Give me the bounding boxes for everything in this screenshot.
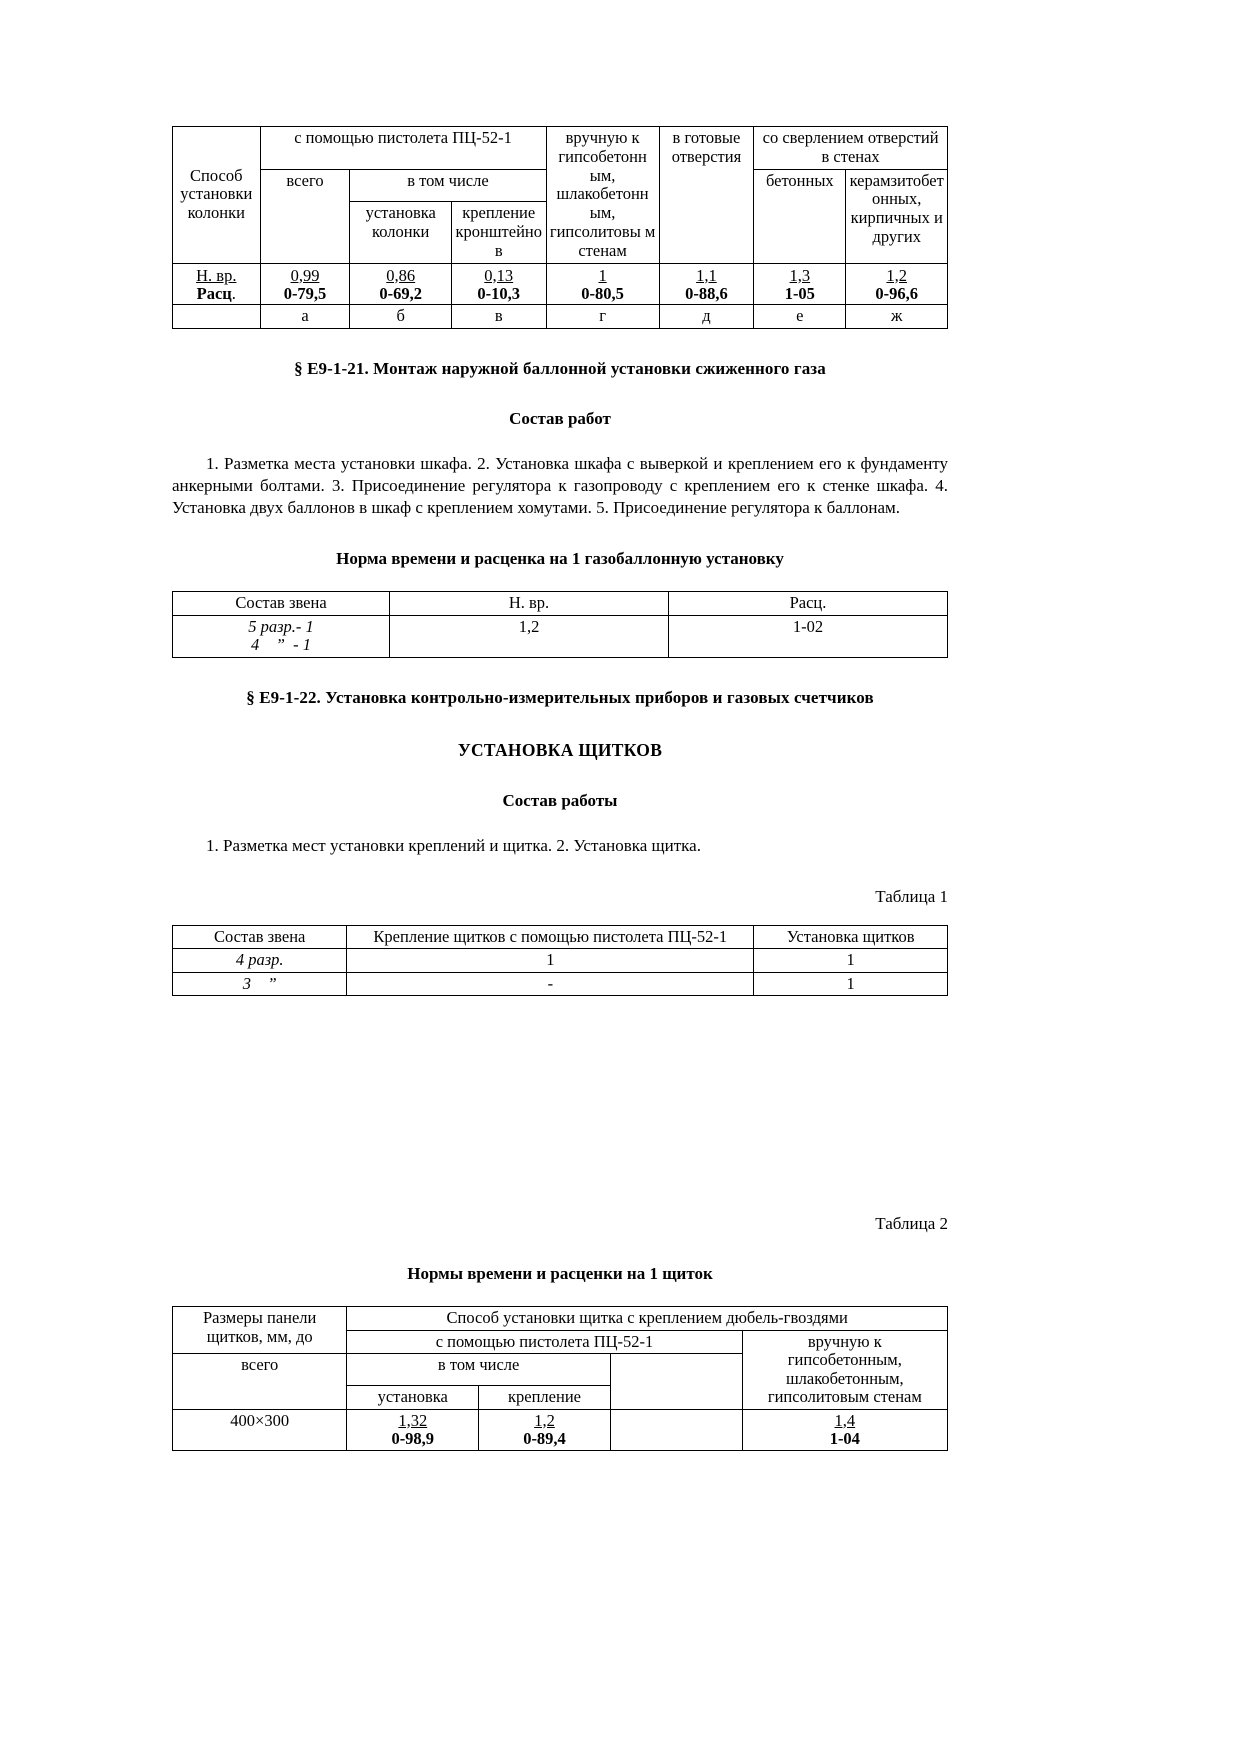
header-cell-manual-group: вручную к гипсобетонн ым, шлакобетонн ым, гипсолитовы м стенам bbox=[546, 127, 659, 264]
table-row bbox=[173, 949, 948, 972]
price-a: 0-79,5 bbox=[283, 284, 327, 304]
section-heading-e9-1-21: § Е9-1-21. Монтаж наружной баллонной установки сжиженного газа bbox=[294, 358, 826, 378]
header-cell-ready-holes: в готовые отверстия bbox=[659, 127, 754, 264]
title-ustanovka-shchitkov: УСТАНОВКА ЩИТКОВ bbox=[457, 739, 663, 760]
table-header-row-1 bbox=[173, 1307, 948, 1330]
vertical-gap bbox=[172, 996, 948, 1214]
manual-price: 1-04 bbox=[829, 1428, 860, 1448]
paragraph-work-composition-21: 1. Разметка места установки шкафа. 2. Установка шкафа с выверкой и креплением его к фундаменту анкерными болтами. 3. Присоединение регулятора к газопроводу с креплением его к стенке шкафа. 4. Установка двух баллонов в шкаф с креплением хомутами. 5. Присоединение регулятора к баллонам. bbox=[172, 453, 948, 518]
header-cell-fix-bracket: крепление кронштейнов bbox=[451, 202, 546, 263]
crew-line-1: 5 разр.- 1 bbox=[248, 616, 314, 636]
cell-crew-grade-4: 4 разр. bbox=[173, 949, 347, 972]
page-content bbox=[172, 126, 948, 1451]
value-cell-e bbox=[754, 263, 846, 305]
norm-time-b: 0,86 bbox=[386, 265, 416, 285]
header-cell-crew: Состав звена bbox=[173, 925, 347, 948]
header-cell-claydite: керамзитобетонных, кирпичных и других bbox=[846, 169, 948, 263]
header-cell-included: в том числе bbox=[347, 1354, 611, 1386]
label-price: Расц bbox=[196, 284, 232, 304]
table-crew-norm-price bbox=[172, 591, 948, 657]
table-title-norm-per-installation: Норма времени и расценка на 1 газобаллонную установку bbox=[336, 549, 784, 569]
cell-fixing-2: - bbox=[347, 972, 754, 995]
label-norm-time: Н. вр. bbox=[196, 265, 237, 285]
norm-time-e: 1,3 bbox=[789, 265, 811, 285]
table-wrapper-crew-norm bbox=[172, 591, 948, 657]
letter-cell-e: е bbox=[754, 305, 846, 329]
letter-cell-d: д bbox=[659, 305, 754, 329]
table-row bbox=[173, 615, 948, 657]
header-cell-fixing: крепление bbox=[479, 1386, 611, 1409]
letter-cell-v: в bbox=[451, 305, 546, 329]
cell-panel-size-400x300: 400×300 bbox=[173, 1409, 347, 1451]
cell-total-values bbox=[347, 1409, 479, 1451]
cell-manual-values bbox=[742, 1409, 947, 1451]
subheading-sostav-rabot: Состав работ bbox=[509, 408, 611, 428]
table-row bbox=[173, 1409, 948, 1451]
header-cell-total: всего bbox=[260, 169, 350, 263]
table-wrapper-panel-norms bbox=[172, 1306, 948, 1451]
header-cell-pistol-group: с помощью пистолета ПЦ-52-1 bbox=[260, 127, 546, 170]
table-header-row-1 bbox=[173, 127, 948, 170]
table-header-row bbox=[173, 925, 948, 948]
table-panel-norms-prices bbox=[172, 1306, 948, 1451]
norm-time-a: 0,99 bbox=[290, 265, 320, 285]
subheading-sostav-raboty: Состав работы bbox=[502, 790, 618, 810]
total-time: 1,32 bbox=[398, 1410, 428, 1430]
value-cell-g bbox=[546, 263, 659, 305]
header-cell-panel-install: Установка щитков bbox=[754, 925, 948, 948]
table-column-installation-methods bbox=[172, 126, 948, 329]
manual-line-4: гипсолитовым стенам bbox=[767, 1387, 922, 1407]
norm-time-zh: 1,2 bbox=[886, 265, 908, 285]
label-price-suffix: . bbox=[231, 284, 236, 304]
value-cell-b bbox=[350, 263, 452, 305]
price-b: 0-69,2 bbox=[379, 284, 423, 304]
cell-install-1: 1 bbox=[754, 949, 948, 972]
letter-cell-g: г bbox=[546, 305, 659, 329]
header-cell-pistol-group: с помощью пистолета ПЦ-52-1 bbox=[347, 1330, 742, 1353]
header-cell-drilling-group: со сверлением отверстий в стенах bbox=[754, 127, 948, 170]
header-cell-install-column: установка колонки bbox=[350, 202, 452, 263]
value-cell-zh bbox=[846, 263, 948, 305]
table2-title-norms-per-panel: Нормы времени и расценки на 1 щиток bbox=[407, 1264, 713, 1284]
header-cell-manual-group bbox=[742, 1330, 947, 1409]
install-time: 1,2 bbox=[534, 1410, 555, 1430]
header-cell-panel-size bbox=[173, 1307, 347, 1354]
manual-line-3: шлакобетонным, bbox=[785, 1368, 904, 1388]
section-heading-e9-1-22: § Е9-1-22. Установка контрольно-измерительных приборов и газовых счетчиков bbox=[246, 687, 874, 707]
norm-time-g: 1 bbox=[598, 265, 607, 285]
header-cell-install: установка bbox=[347, 1386, 479, 1409]
manual-time: 1,4 bbox=[834, 1410, 856, 1430]
table-header-row bbox=[173, 592, 948, 615]
cell-install-2: 1 bbox=[754, 972, 948, 995]
price-g: 0-80,5 bbox=[581, 284, 624, 304]
header-cell-included: в том числе bbox=[350, 169, 546, 202]
cell-install-values bbox=[479, 1409, 611, 1451]
cell-fixing-1: 1 bbox=[347, 949, 754, 972]
table-crew-panel-mounting bbox=[172, 925, 948, 996]
header-cell-crew: Состав звена bbox=[173, 592, 390, 615]
cell-fixing-values bbox=[610, 1409, 742, 1451]
price-d: 0-88,6 bbox=[685, 284, 728, 304]
value-cell-a bbox=[260, 263, 350, 305]
letter-cell-b: б bbox=[350, 305, 452, 329]
table-row-column-letters bbox=[173, 305, 948, 329]
install-price: 0-89,4 bbox=[523, 1428, 566, 1448]
panel-size-line-1: Размеры панели bbox=[202, 1308, 317, 1328]
cell-price: 1-02 bbox=[669, 615, 948, 657]
total-price: 0-98,9 bbox=[391, 1428, 435, 1448]
price-e: 1-05 bbox=[784, 284, 815, 304]
header-cell-total: всего bbox=[173, 1354, 347, 1409]
cell-crew-composition bbox=[173, 615, 390, 657]
letter-cell-a: а bbox=[260, 305, 350, 329]
manual-line-2: гипсобетонным, bbox=[787, 1350, 902, 1370]
value-cell-v bbox=[451, 263, 546, 305]
manual-line-1: вручную к bbox=[807, 1331, 882, 1351]
table-label-2: Таблица 2 bbox=[875, 1214, 948, 1234]
price-zh: 0-96,6 bbox=[875, 284, 919, 304]
table-label-1: Таблица 1 bbox=[875, 886, 948, 906]
header-cell-time: Н. вр. bbox=[390, 592, 669, 615]
norm-time-v: 0,13 bbox=[484, 265, 514, 285]
norm-time-d: 1,1 bbox=[696, 265, 717, 285]
row-label-norm-price bbox=[173, 263, 261, 305]
table-wrapper-crew-panel bbox=[172, 925, 948, 996]
table-row-values bbox=[173, 263, 948, 305]
paragraph-work-composition-22: 1. Разметка мест установки креплений и щитка. 2. Установка щитка. bbox=[206, 835, 701, 855]
cell-norm-time: 1,2 bbox=[390, 615, 669, 657]
header-cell-mounting-method: Способ установки щитка с креплением дюбель-гвоздями bbox=[347, 1307, 948, 1330]
price-v: 0-10,3 bbox=[477, 284, 521, 304]
panel-size-line-2: щитков, мм, до bbox=[206, 1326, 313, 1346]
letter-cell-zh: ж bbox=[846, 305, 948, 329]
header-cell-price: Расц. bbox=[669, 592, 948, 615]
crew-line-2: 4 ” - 1 bbox=[250, 635, 312, 655]
cell-crew-grade-3: 3 ” bbox=[173, 972, 347, 995]
value-cell-d bbox=[659, 263, 754, 305]
table-row bbox=[173, 972, 948, 995]
header-cell-method: Способ установки колонки bbox=[173, 127, 261, 264]
letter-cell-empty bbox=[173, 305, 261, 329]
header-cell-concrete: бетонных bbox=[754, 169, 846, 263]
header-cell-fixing-with-pistol: Крепление щитков с помощью пистолета ПЦ-52-1 bbox=[347, 925, 754, 948]
